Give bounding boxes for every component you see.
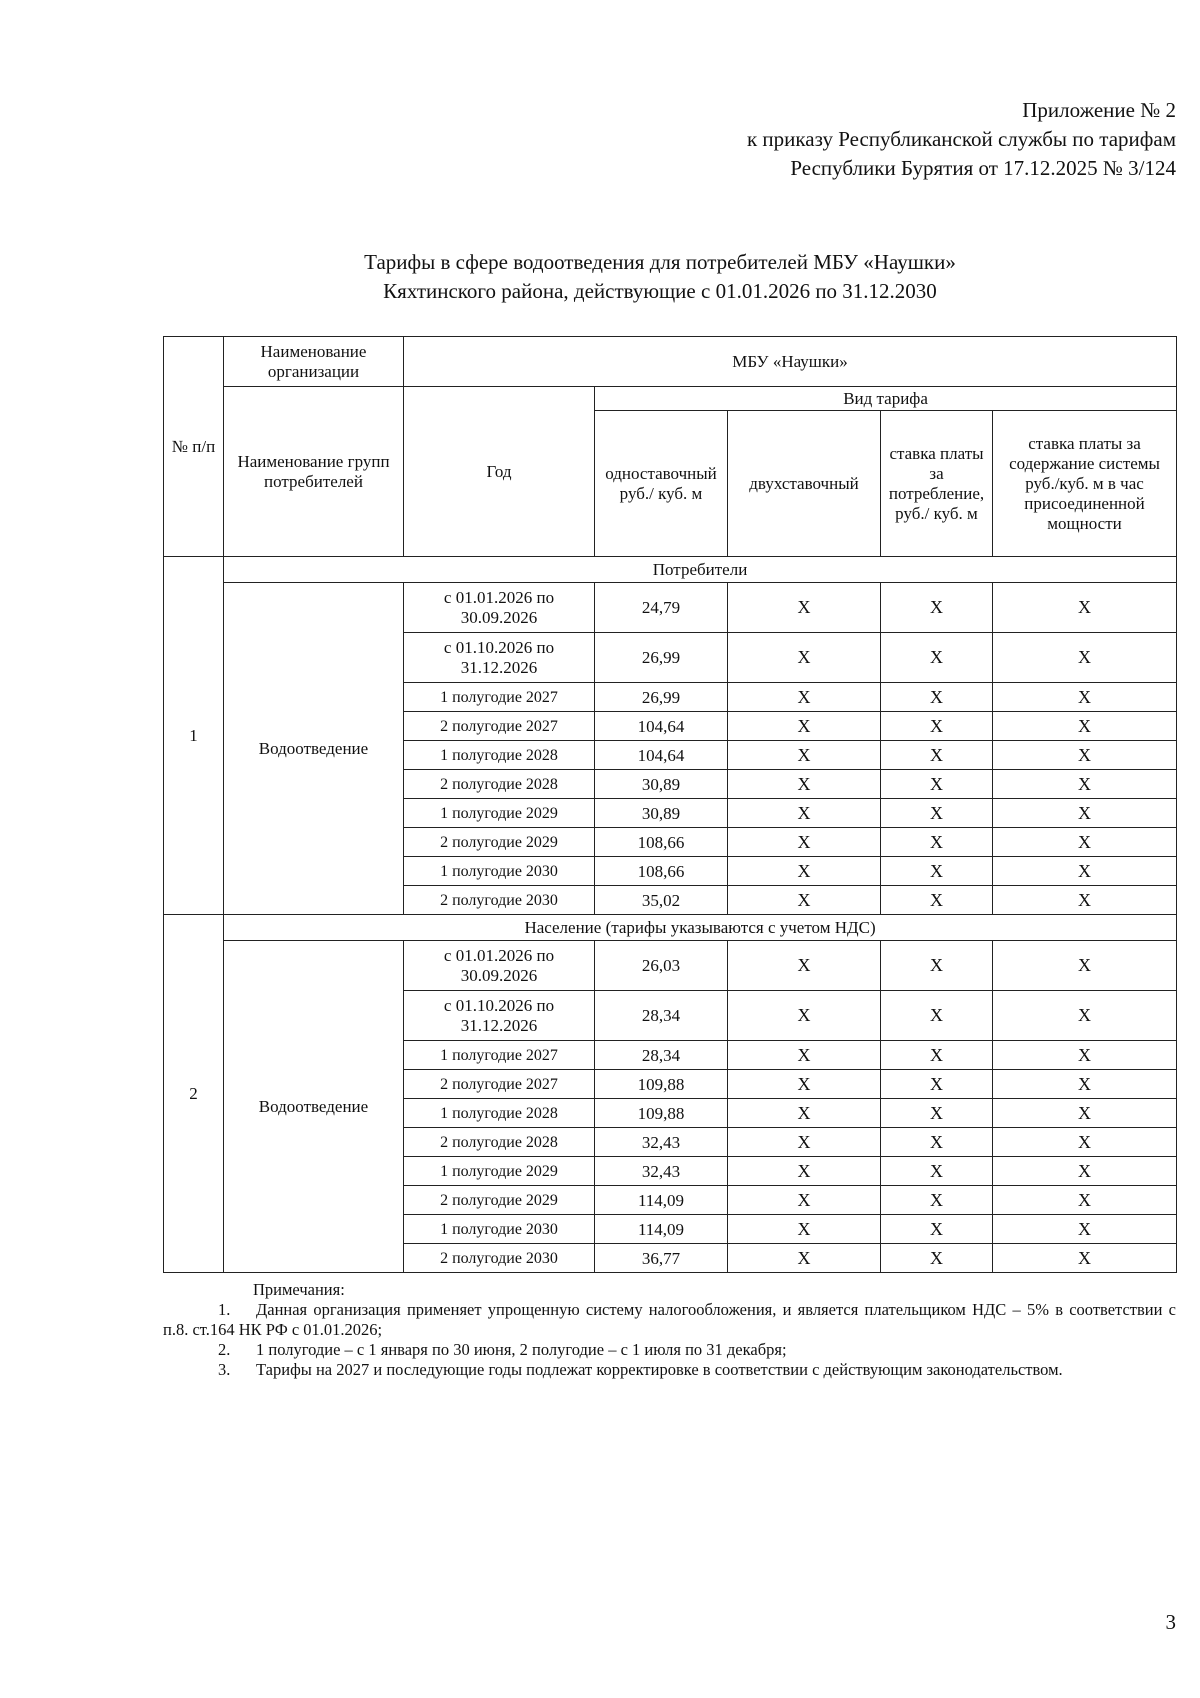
single-rate-cell: 24,79 (595, 583, 728, 633)
table-row (164, 941, 1177, 991)
single-rate-cell: 108,66 (595, 828, 728, 857)
appendix-line-1: Приложение № 2 (1022, 98, 1176, 122)
double-rate-cell: X (728, 857, 881, 886)
consumption-rate-cell: X (881, 1041, 993, 1070)
tariff-table (163, 336, 1177, 1273)
single-rate-cell: 30,89 (595, 770, 728, 799)
single-rate-cell: 36,77 (595, 1244, 728, 1273)
maintenance-rate-cell: X (993, 770, 1177, 799)
period-cell: с 01.10.2026 по 31.12.2026 (404, 991, 595, 1041)
header-org-name: Наименование организации (224, 337, 404, 387)
row-number: 2 (164, 915, 224, 1273)
single-rate-cell: 104,64 (595, 741, 728, 770)
notes (163, 1280, 1176, 1380)
note-item (163, 1360, 1176, 1380)
period-cell: 2 полугодие 2030 (404, 886, 595, 915)
maintenance-rate-cell: X (993, 1070, 1177, 1099)
consumption-rate-cell: X (881, 741, 993, 770)
consumption-rate-cell: X (881, 886, 993, 915)
maintenance-rate-cell: X (993, 1128, 1177, 1157)
consumption-rate-cell: X (881, 991, 993, 1041)
period-cell: 2 полугодие 2029 (404, 828, 595, 857)
maintenance-rate-cell: X (993, 886, 1177, 915)
note-item (163, 1300, 1176, 1340)
single-rate-cell: 26,03 (595, 941, 728, 991)
consumption-rate-cell: X (881, 712, 993, 741)
maintenance-rate-cell: X (993, 741, 1177, 770)
single-rate-cell: 32,43 (595, 1128, 728, 1157)
consumption-rate-cell: X (881, 941, 993, 991)
single-rate-cell: 32,43 (595, 1157, 728, 1186)
double-rate-cell: X (728, 1070, 881, 1099)
single-rate-cell: 109,88 (595, 1099, 728, 1128)
single-rate-cell: 35,02 (595, 886, 728, 915)
double-rate-cell: X (728, 886, 881, 915)
single-rate-cell: 104,64 (595, 712, 728, 741)
consumption-rate-cell: X (881, 1070, 993, 1099)
title-line-2: Кяхтинского района, действующие с 01.01.2026 по 31.12.2030 (383, 279, 937, 303)
consumer-group: Водоотведение (224, 941, 404, 1273)
note-number: 3. (218, 1360, 231, 1379)
double-rate-cell: X (728, 1215, 881, 1244)
period-cell: с 01.01.2026 по 30.09.2026 (404, 583, 595, 633)
title-line-1: Тарифы в сфере водоотведения для потребителей МБУ «Наушки» (364, 250, 956, 274)
consumption-rate-cell: X (881, 1215, 993, 1244)
maintenance-rate-cell: X (993, 1186, 1177, 1215)
header-consumer-group: Наименование групп потребителей (224, 387, 404, 557)
consumption-rate-cell: X (881, 633, 993, 683)
appendix-header (747, 96, 1176, 183)
double-rate-cell: X (728, 741, 881, 770)
double-rate-cell: X (728, 712, 881, 741)
section-header-row (164, 557, 1177, 583)
double-rate-cell: X (728, 1186, 881, 1215)
double-rate-cell: X (728, 799, 881, 828)
consumption-rate-cell: X (881, 1099, 993, 1128)
consumption-rate-cell: X (881, 1128, 993, 1157)
single-rate-cell: 30,89 (595, 799, 728, 828)
single-rate-cell: 114,09 (595, 1186, 728, 1215)
single-rate-cell: 109,88 (595, 1070, 728, 1099)
double-rate-cell: X (728, 633, 881, 683)
consumption-rate-cell: X (881, 1244, 993, 1273)
section-title: Потребители (224, 557, 1177, 583)
period-cell: 1 полугодие 2030 (404, 1215, 595, 1244)
period-cell: 2 полугодие 2028 (404, 770, 595, 799)
single-rate-cell: 114,09 (595, 1215, 728, 1244)
double-rate-cell: X (728, 1099, 881, 1128)
note-text: Тарифы на 2027 и последующие годы подлежат корректировке в соответствии с действующим законодательством. (256, 1360, 1063, 1379)
maintenance-rate-cell: X (993, 1041, 1177, 1070)
maintenance-rate-cell: X (993, 828, 1177, 857)
double-rate-cell: X (728, 1157, 881, 1186)
period-cell: с 01.01.2026 по 30.09.2026 (404, 941, 595, 991)
maintenance-rate-cell: X (993, 1215, 1177, 1244)
consumption-rate-cell: X (881, 799, 993, 828)
period-cell: 1 полугодие 2027 (404, 1041, 595, 1070)
single-rate-cell: 108,66 (595, 857, 728, 886)
maintenance-rate-cell: X (993, 683, 1177, 712)
maintenance-rate-cell: X (993, 633, 1177, 683)
period-cell: 2 полугодие 2030 (404, 1244, 595, 1273)
period-cell: 2 полугодие 2029 (404, 1186, 595, 1215)
maintenance-rate-cell: X (993, 1157, 1177, 1186)
consumption-rate-cell: X (881, 683, 993, 712)
consumption-rate-cell: X (881, 1157, 993, 1186)
maintenance-rate-cell: X (993, 1244, 1177, 1273)
single-rate-cell: 28,34 (595, 991, 728, 1041)
double-rate-cell: X (728, 1041, 881, 1070)
consumption-rate-cell: X (881, 1186, 993, 1215)
maintenance-rate-cell: X (993, 799, 1177, 828)
maintenance-rate-cell: X (993, 1099, 1177, 1128)
double-rate-cell: X (728, 583, 881, 633)
double-rate-cell: X (728, 941, 881, 991)
period-cell: с 01.10.2026 по 31.12.2026 (404, 633, 595, 683)
double-rate-cell: X (728, 828, 881, 857)
maintenance-rate-cell: X (993, 941, 1177, 991)
note-text: Данная организация применяет упрощенную систему налогообложения, и является плательщиком НДС – 5% в соответствии с п.8. ст.164 НК РФ с 01.01.2026; (163, 1300, 1176, 1339)
double-rate-cell: X (728, 1128, 881, 1157)
period-cell: 2 полугодие 2028 (404, 1128, 595, 1157)
header-year: Год (404, 387, 595, 557)
header-tariff-type: Вид тарифа (595, 387, 1177, 411)
single-rate-cell: 26,99 (595, 683, 728, 712)
note-item (163, 1340, 1176, 1360)
double-rate-cell: X (728, 991, 881, 1041)
header-num: № п/п (164, 337, 224, 557)
header-single-rate: одноставочный руб./ куб. м (595, 411, 728, 557)
header-double-rate: двухставочный (728, 411, 881, 557)
section-title: Население (тарифы указываются с учетом НДС) (224, 915, 1177, 941)
appendix-line-3: Республики Бурятия от 17.12.2025 № 3/124 (790, 156, 1176, 180)
double-rate-cell: X (728, 1244, 881, 1273)
period-cell: 1 полугодие 2028 (404, 1099, 595, 1128)
maintenance-rate-cell: X (993, 857, 1177, 886)
section-header-row (164, 915, 1177, 941)
maintenance-rate-cell: X (993, 583, 1177, 633)
header-consumption-rate: ставка платы за потребление, руб./ куб. м (881, 411, 993, 557)
maintenance-rate-cell: X (993, 712, 1177, 741)
notes-heading: Примечания: (253, 1280, 345, 1299)
consumption-rate-cell: X (881, 583, 993, 633)
table-row (164, 583, 1177, 633)
consumption-rate-cell: X (881, 857, 993, 886)
consumption-rate-cell: X (881, 770, 993, 799)
single-rate-cell: 28,34 (595, 1041, 728, 1070)
header-maintenance-rate: ставка платы за содержание системы руб./куб. м в час присоединенной мощности (993, 411, 1177, 557)
consumer-group: Водоотведение (224, 583, 404, 915)
double-rate-cell: X (728, 770, 881, 799)
note-number: 1. (218, 1300, 231, 1319)
period-cell: 1 полугодие 2030 (404, 857, 595, 886)
period-cell: 2 полугодие 2027 (404, 1070, 595, 1099)
row-number: 1 (164, 557, 224, 915)
double-rate-cell: X (728, 683, 881, 712)
appendix-line-2: к приказу Республиканской службы по тарифам (746, 127, 1176, 151)
period-cell: 1 полугодие 2027 (404, 683, 595, 712)
period-cell: 1 полугодие 2029 (404, 799, 595, 828)
org-name-value: МБУ «Наушки» (404, 337, 1177, 387)
period-cell: 1 полугодие 2028 (404, 741, 595, 770)
document-title (0, 248, 1200, 306)
period-cell: 2 полугодие 2027 (404, 712, 595, 741)
maintenance-rate-cell: X (993, 991, 1177, 1041)
note-text: 1 полугодие – с 1 января по 30 июня, 2 полугодие – с 1 июля по 31 декабря; (256, 1340, 787, 1359)
single-rate-cell: 26,99 (595, 633, 728, 683)
note-number: 2. (218, 1340, 231, 1359)
page-number: 3 (1165, 1610, 1176, 1634)
period-cell: 1 полугодие 2029 (404, 1157, 595, 1186)
consumption-rate-cell: X (881, 828, 993, 857)
